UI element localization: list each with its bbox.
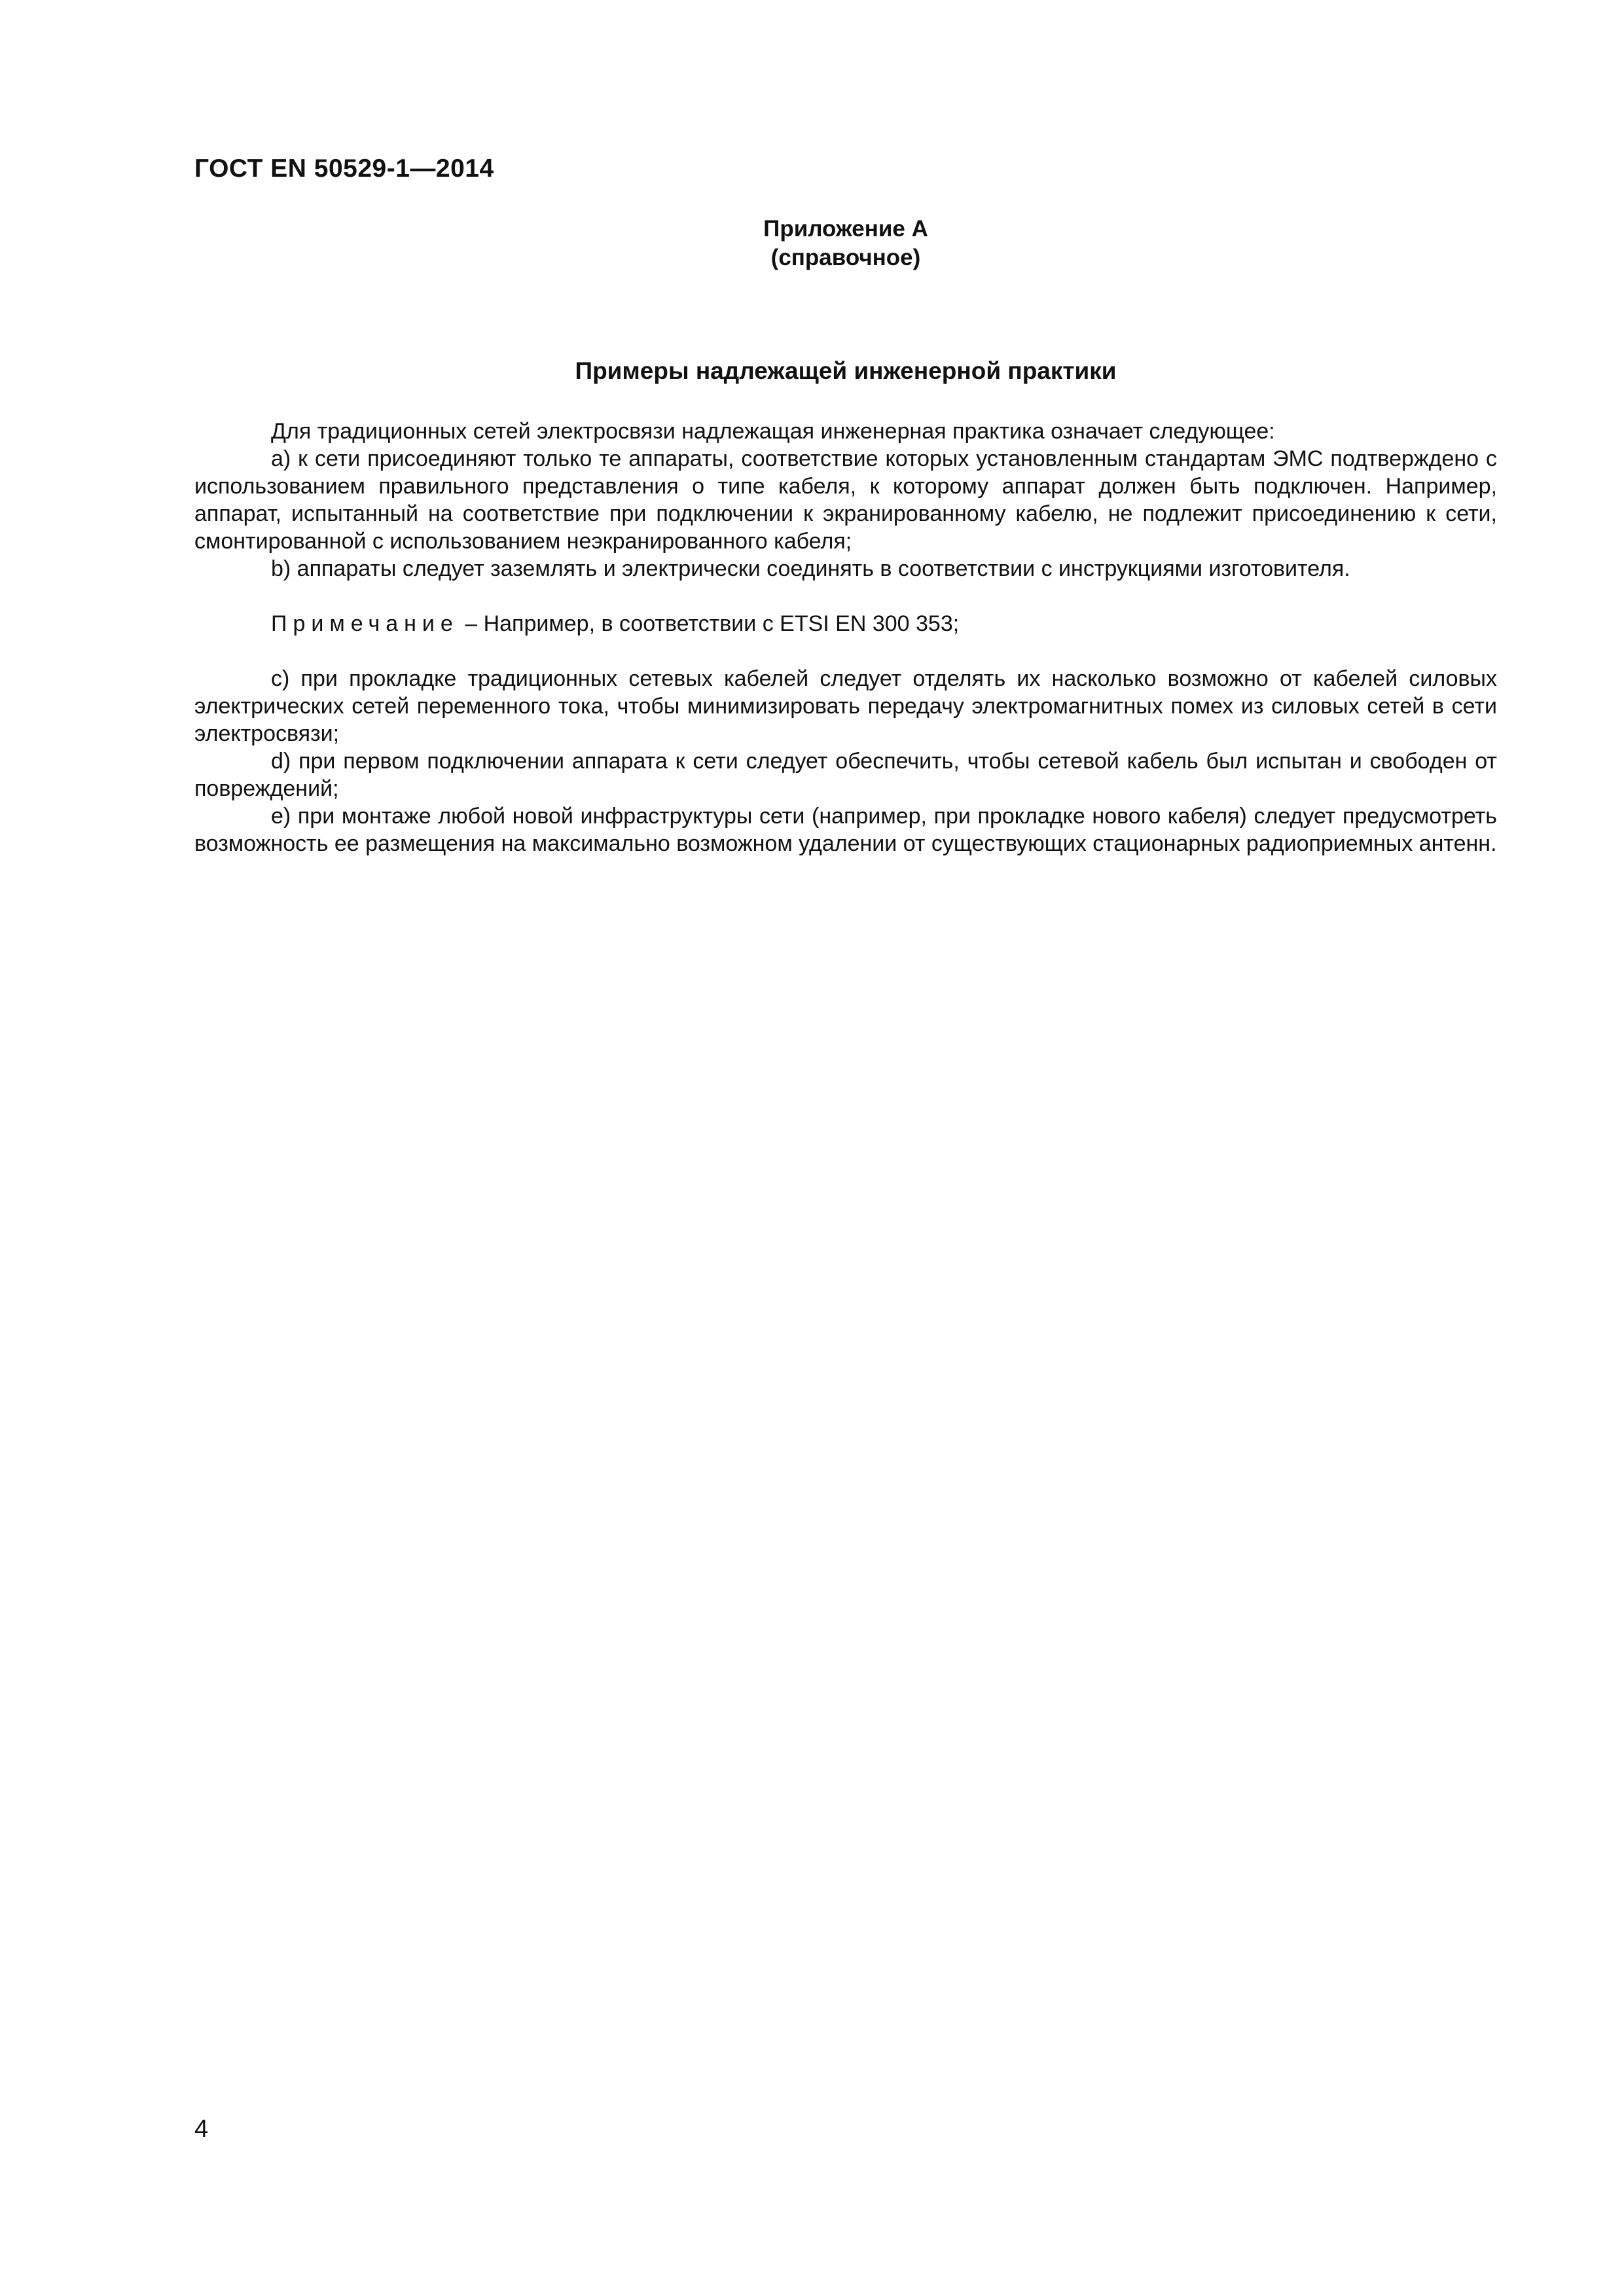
item-c-paragraph: с) при прокладке традиционных сетевых кабелей следует отделять их насколько возможно от кабелей силовых электрических сетей переменного тока, чтобы минимизировать передачу электромагнитных помех из силовых сетей в сети электросвязи; [194,666,1497,746]
intro-paragraph: Для традиционных сетей электросвязи надлежащая инженерная практика означает следующее: [271,419,1275,444]
note-text: – Например, в соответствии с ETSI EN 300 353; [458,611,960,636]
annex-status: (справочное) [770,245,921,270]
section-title: Примеры надлежащей инженерной практики [575,357,1117,384]
document-id: ГОСТ EN 50529-1—2014 [194,154,494,183]
page-number: 4 [194,2115,209,2143]
item-e-paragraph: e) при монтаже любой новой инфраструктуры сети (например, при прокладке нового кабеля) следует предусмотреть возможность ее размещения на максимально возможном удалении от существующих стационарных радиоприемных антенн. [194,804,1497,856]
note-paragraph [194,610,1497,637]
item-d-paragraph: d) при первом подключении аппарата к сети следует обеспечить, чтобы сетевой кабель был испытан и свободен от повреждений; [194,749,1497,801]
annex-title: Приложение А [763,216,928,242]
item-b-paragraph: b) аппараты следует заземлять и электрически соединять в соответствии с инструкциями изготовителя. [271,556,1350,581]
note-label: Примечание [271,611,459,636]
item-a-paragraph: а) к сети присоединяют только те аппараты, соответствие которых установленным стандартам ЭМС подтверждено с использованием правильного представления о типе кабеля, к которому аппарат должен быть подключен. Например, аппарат, испытанный на соответствие при подключении к экранированному кабелю, не подлежит присоединению к сети, смонтированной с использованием неэкранированного кабеля; [194,446,1497,554]
body-text [194,418,1497,857]
